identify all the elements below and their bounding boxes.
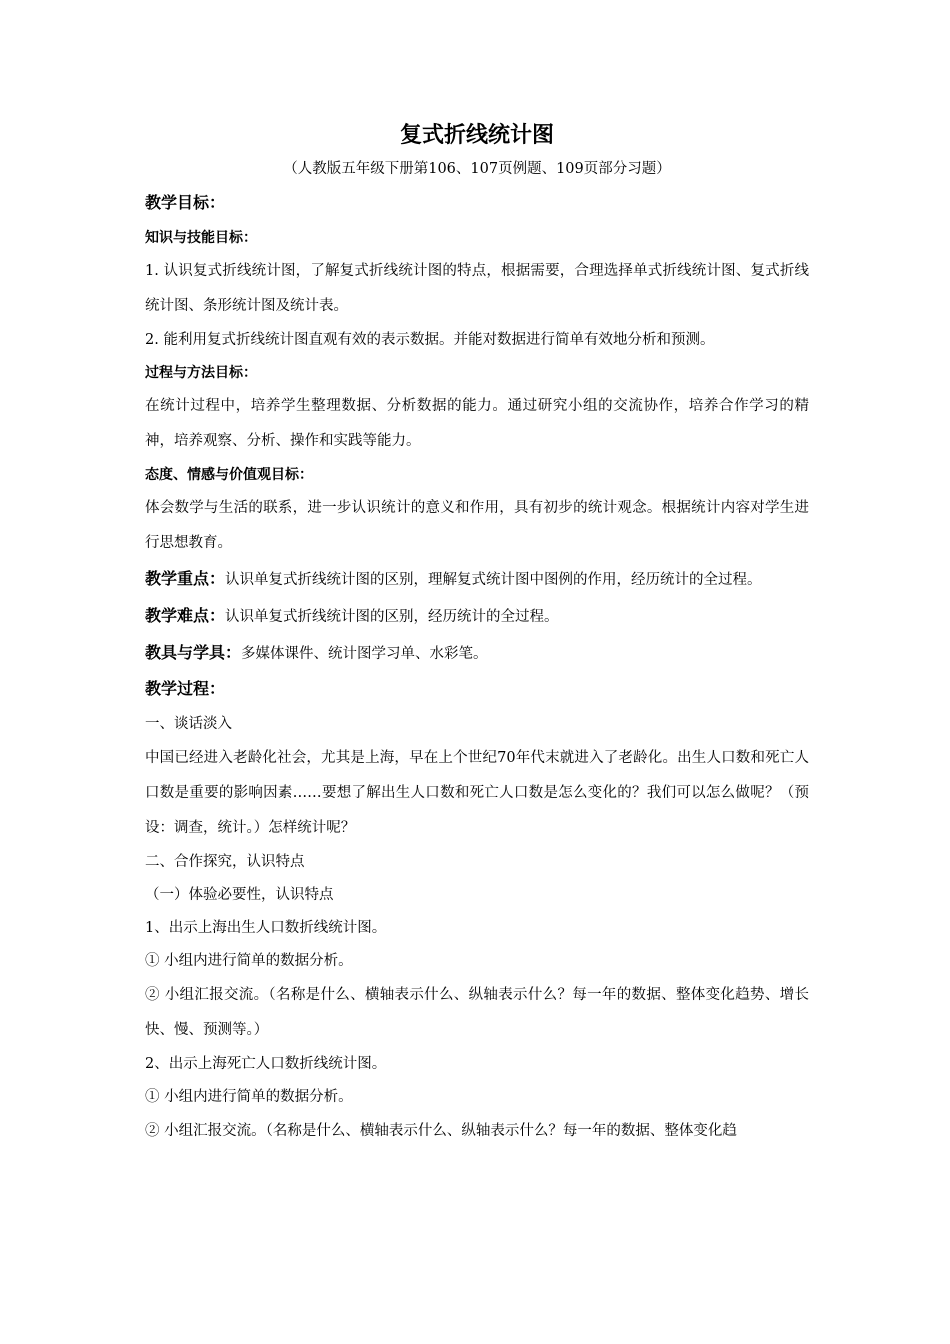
attitude-heading: 态度、情感与价值观目标：	[145, 467, 313, 483]
subsection-1-title: （一）体验必要性，认识特点	[145, 887, 334, 903]
objectives-heading: 教学目标：	[145, 193, 226, 212]
step-1: 1、出示上海出生人口数折线统计图。	[145, 920, 387, 936]
tools-text: 多媒体课件、统计图学习单、水彩笔。	[241, 646, 488, 662]
step-1-a: ① 小组内进行简单的数据分析。	[145, 953, 353, 969]
knowledge-heading: 知识与技能目标：	[145, 230, 257, 246]
knowledge-item: 2. 能利用复式折线统计图直观有效的表示数据。并能对数据进行简单有效地分析和预测。	[145, 332, 715, 348]
key-point-label: 教学重点：	[145, 569, 226, 588]
step-2-b: ② 小组汇报交流。（名称是什么、横轴表示什么、纵轴表示什么？每一年的数据、整体变化趋	[145, 1123, 737, 1139]
knowledge-item: 1. 认识复式折线统计图，了解复式折线统计图的特点，根据需要，合理选择单式折线统计图、复式折线统计图、条形统计图及统计表。	[145, 263, 809, 314]
attitude-text: 体会数学与生活的联系，进一步认识统计的意义和作用，具有初步的统计观念。根据统计内容对学生进行思想教育。	[145, 500, 809, 551]
process-method-heading: 过程与方法目标：	[145, 365, 257, 381]
document-title: 复式折线统计图	[399, 123, 554, 148]
teaching-process-heading: 教学过程：	[145, 679, 226, 698]
document-subtitle: （人教版五年级下册第106、107页例题、109页部分习题）	[283, 161, 671, 177]
key-point-text: 认识单复式折线统计图的区别，理解复式统计图中图例的作用，经历统计的全过程。	[225, 572, 762, 588]
section-1-title: 一、谈话淡入	[145, 716, 232, 732]
difficulty-text: 认识单复式折线统计图的区别，经历统计的全过程。	[225, 609, 559, 625]
tools-label: 教具与学具：	[145, 643, 242, 662]
section-2-title: 二、合作探究，认识特点	[145, 854, 305, 870]
difficulty-label: 教学难点：	[145, 606, 226, 625]
section-1-text: 中国已经进入老龄化社会，尤其是上海，早在上个世纪70年代末就进入了老龄化。出生人口数和死亡人口数是重要的影响因素……要想了解出生人口数和死亡人口数是怎么变化的？我们可以怎么做呢？（预设：调查，统计。）怎样统计呢？	[145, 750, 809, 836]
tools-paragraph	[145, 635, 809, 672]
process-method-text: 在统计过程中，培养学生整理数据、分析数据的能力。通过研究小组的交流协作，培养合作学习的精神，培养观察、分析、操作和实践等能力。	[145, 398, 809, 449]
step-2: 2、出示上海死亡人口数折线统计图。	[145, 1056, 387, 1072]
document-page	[145, 118, 809, 1149]
difficulty-paragraph	[145, 598, 809, 635]
key-point-paragraph	[145, 561, 809, 598]
step-1-b: ② 小组汇报交流。（名称是什么、横轴表示什么、纵轴表示什么？每一年的数据、整体变化趋势、增长快、慢、预测等。）	[145, 987, 809, 1038]
step-2-a: ① 小组内进行简单的数据分析。	[145, 1089, 353, 1105]
